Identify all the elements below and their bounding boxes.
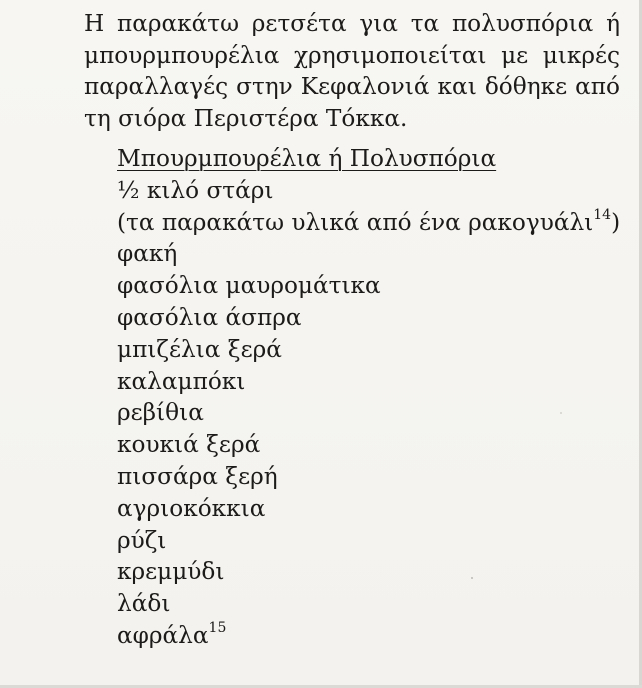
intro-line: Η παρακάτω ρετσέτα για τα πολυσπόρια ή [84,10,620,37]
ingredient-text: φασόλια μαυρομάτικα [117,272,381,300]
intro-line: τη σιόρα Περιστέρα Τόκκα. [84,104,408,132]
footnote-ref: 14 [593,206,612,223]
ingredient-text: μπιζέλια ξερά [117,335,282,363]
ingredient-item [117,238,620,270]
ingredient-item [117,461,620,493]
ingredient-text: φακή [117,240,178,268]
ingredient-text: (τα παρακάτω υλικά από ένα ρακογυάλι [117,208,594,236]
ingredient-text: λάδι [117,590,171,618]
ingredient-text: ½ κιλό στάρι [117,176,274,204]
ingredient-item [117,397,620,429]
ingredient-text: φασόλια άσπρα [117,303,302,331]
ingredient-item [117,620,620,652]
ingredient-text: αφράλα [117,621,209,649]
ingredient-text: αγριοκόκκια [117,494,266,522]
intro-line: παραλλαγές στην Κεφαλονιά και δόθηκε από [84,73,620,100]
intro-line: μπουρμπουρέλια χρησιμοποιείται με μικρές [84,41,620,69]
ingredient-item [117,175,620,207]
ingredient-item [117,429,620,461]
ingredient-item [117,334,620,366]
ingredient-item [117,525,620,557]
recipe-title: Μπουρμπουρέλια ή Πολυσπόρια [117,145,497,172]
ingredient-text: καλαμπόκι [117,367,246,395]
ingredient-item [117,302,620,334]
recipe-block [117,143,620,652]
ingredient-text: πισσάρα ξερή [117,462,278,490]
ingredient-text: κρεμμύδι [117,558,225,586]
ingredient-item [117,588,620,620]
ingredient-suffix: ) [611,208,621,236]
paper-speck [560,412,562,414]
ingredient-item [117,366,620,398]
ingredient-text: ρεβίθια [117,399,204,427]
ingredient-item [117,207,620,239]
footnote-ref: 15 [208,620,227,637]
ingredient-item [117,556,620,588]
intro-paragraph [84,8,620,134]
ingredient-item [117,270,620,302]
paper-speck [471,577,473,579]
ingredient-text: κουκιά ξερά [117,431,261,459]
ingredient-item [117,493,620,525]
ingredient-text: ρύζι [117,526,167,554]
